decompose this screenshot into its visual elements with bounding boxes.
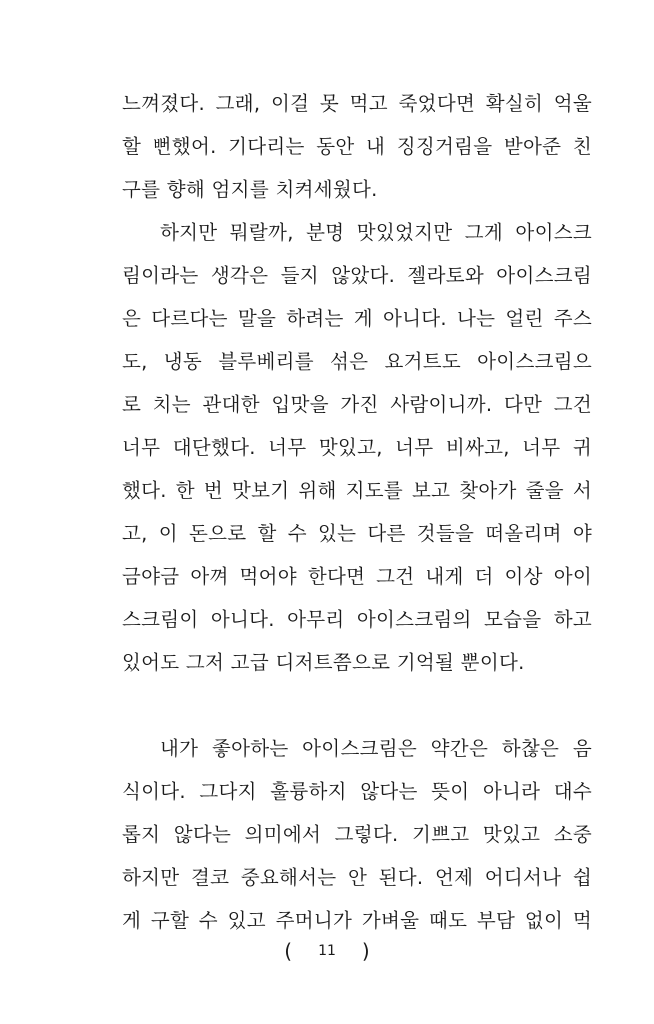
page-number-footer (0, 940, 654, 961)
text-line: 내가 좋아하는 아이스크림은 약간은 하찮은 음 (160, 737, 592, 760)
text-line: 있어도 그저 고급 디저트쯤으로 기억될 뿐이다. (122, 651, 525, 674)
text-line: 했다. 한 번 맛보기 위해 지도를 보고 찾아가 줄을 서 (122, 479, 592, 502)
text-line: 하지만 결코 중요해서는 안 된다. 언제 어디서나 쉽 (122, 866, 592, 889)
folio-close-bracket: ) (361, 938, 370, 963)
text-line: 롭지 않다는 의미에서 그렇다. 기쁘고 맛있고 소중 (122, 823, 592, 846)
text-line: 고, 이 돈으로 할 수 있는 다른 것들을 떠올리며 야 (122, 522, 592, 545)
text-line: 할 뻔했어. 기다리는 동안 내 징징거림을 받아준 친 (122, 135, 592, 158)
text-line: 금야금 아껴 먹어야 한다면 그건 내게 더 이상 아이 (122, 565, 592, 588)
text-line: 너무 대단했다. 너무 맛있고, 너무 비싸고, 너무 귀 (122, 436, 592, 459)
page-number: 11 (318, 942, 336, 959)
text-line: 느껴졌다. 그래, 이걸 못 먹고 죽었다면 확실히 억울 (122, 92, 592, 115)
folio-open-bracket: ( (284, 938, 293, 963)
text-line: 스크림이 아니다. 아무리 아이스크림의 모습을 하고 (122, 608, 592, 631)
text-line: 하지만 뭐랄까, 분명 맛있었지만 그게 아이스크 (160, 221, 592, 244)
text-line: 도, 냉동 블루베리를 섞은 요거트도 아이스크림으 (122, 350, 592, 373)
text-line: 은 다르다는 말을 하려는 게 아니다. 나는 얼린 주스 (122, 307, 592, 330)
text-line: 식이다. 그다지 훌륭하지 않다는 뜻이 아니라 대수 (122, 780, 592, 803)
text-line: 로 치는 관대한 입맛을 가진 사람이니까. 다만 그건 (122, 393, 592, 416)
text-line: 구를 향해 엄지를 치켜세웠다. (122, 178, 378, 201)
text-line: 게 구할 수 있고 주머니가 가벼울 때도 부담 없이 먹 (122, 909, 592, 932)
text-line: 림이라는 생각은 들지 않았다. 젤라토와 아이스크림 (122, 264, 592, 287)
